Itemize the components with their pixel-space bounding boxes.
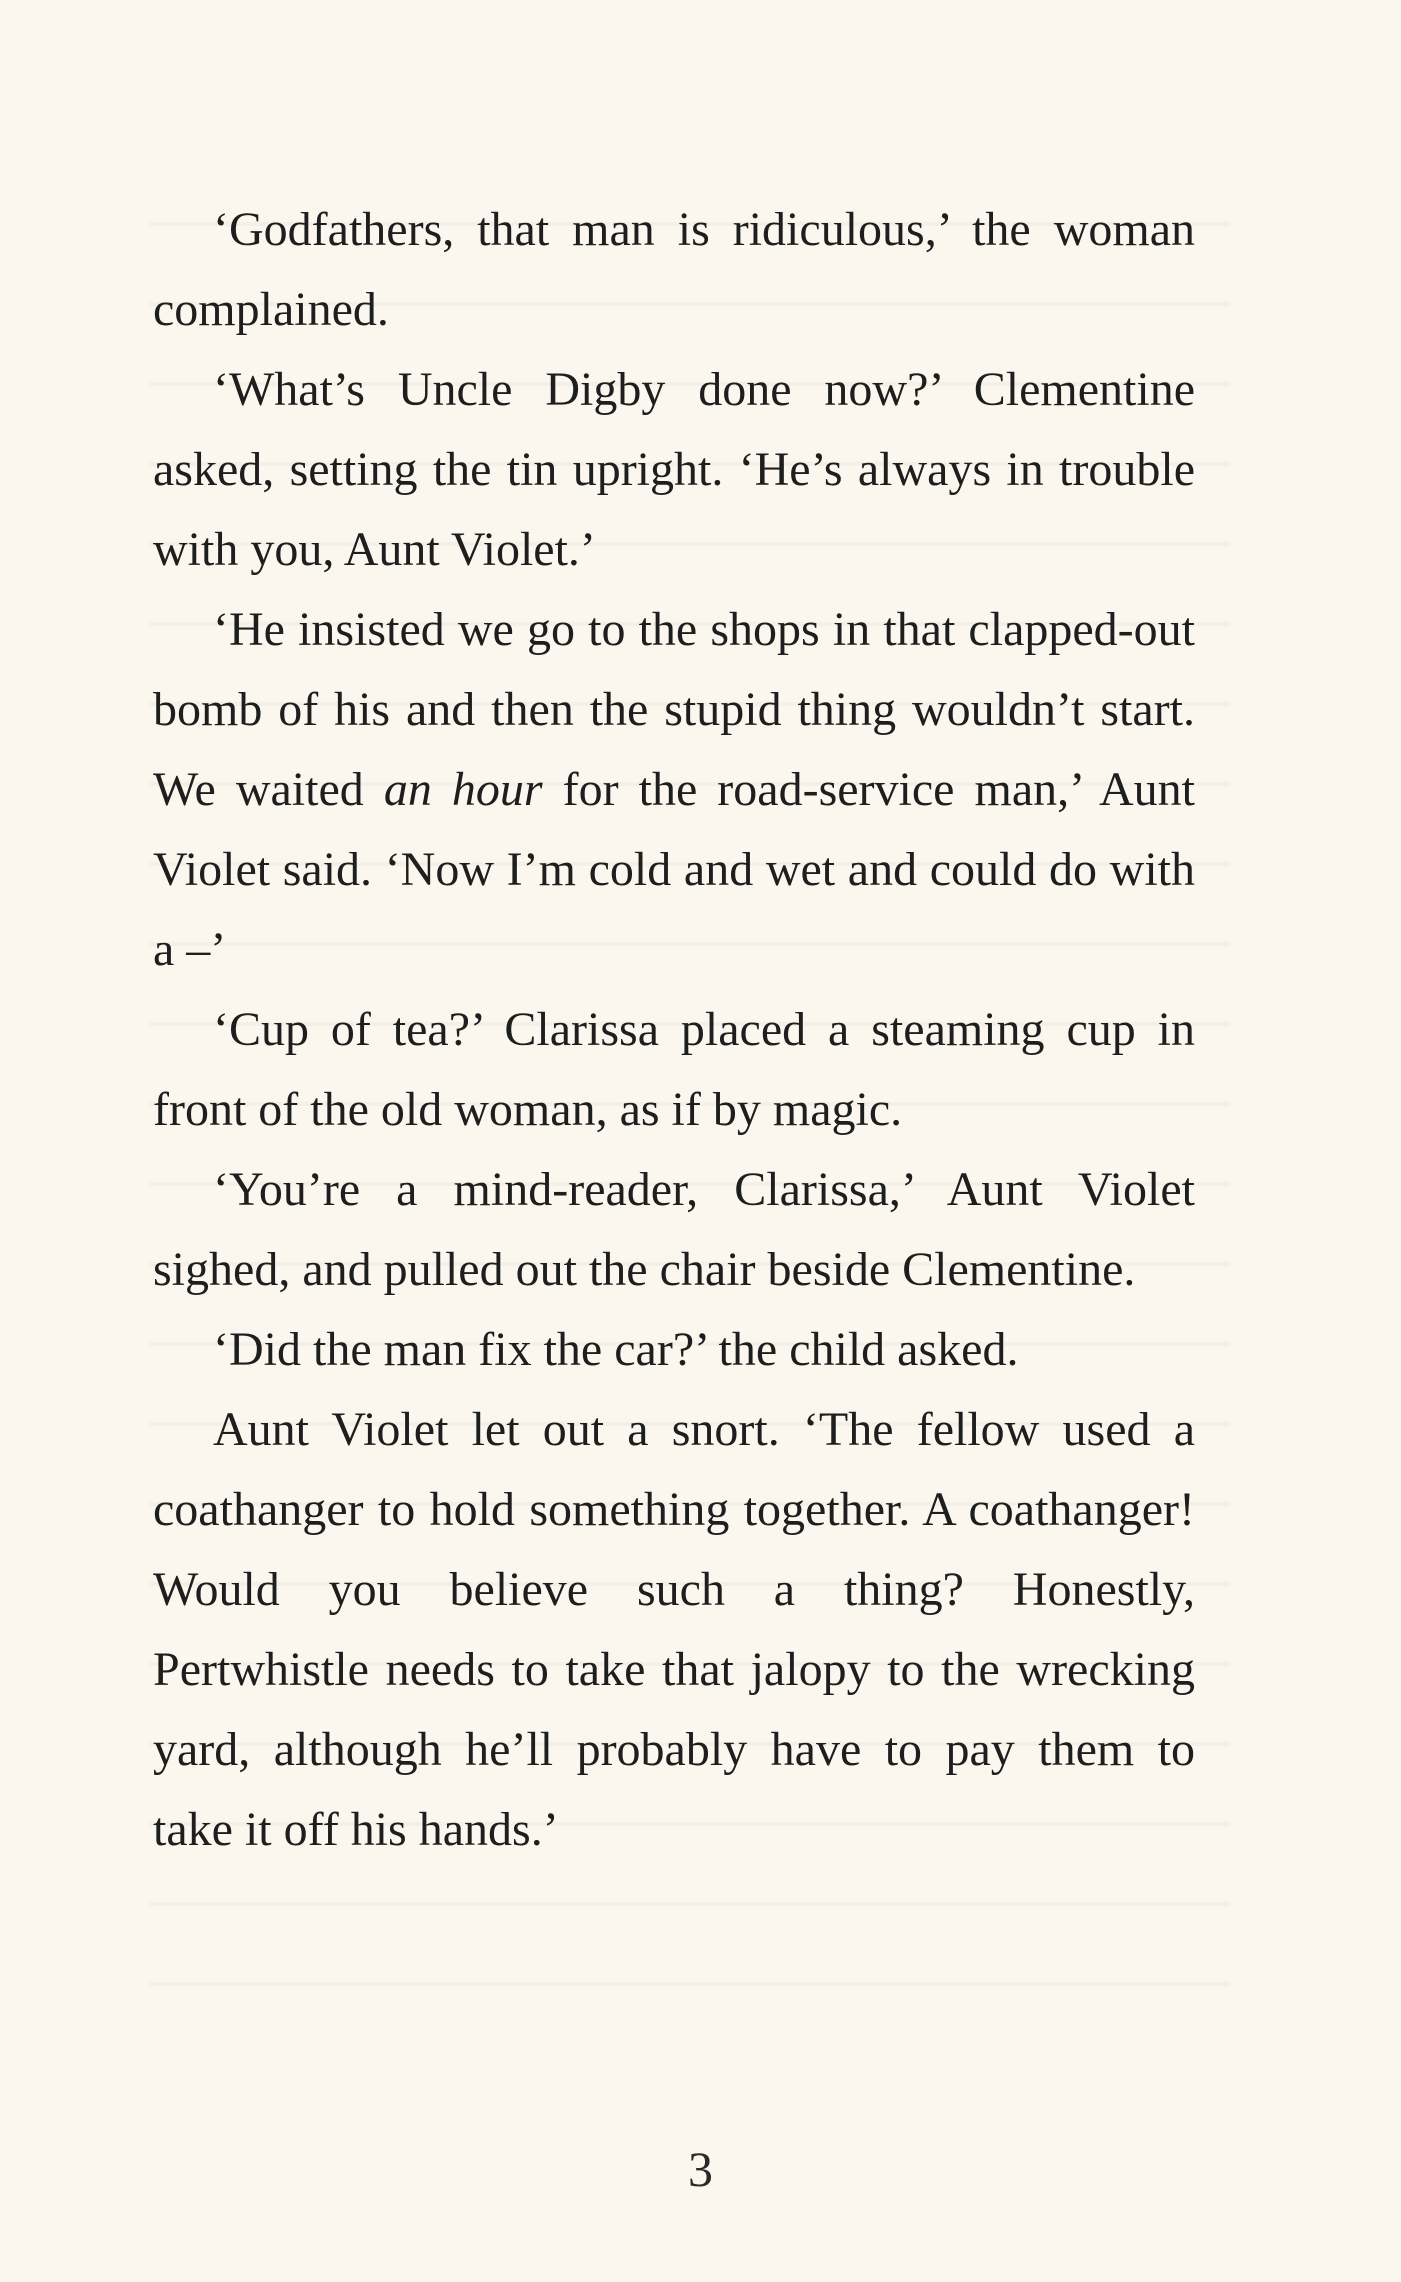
- paragraph-1-text: ‘Godfathers, that man is ridiculous,’ the woman complained.: [153, 203, 1195, 336]
- paragraph-7: [153, 1390, 1195, 1870]
- paragraph-3-text-start: ‘He insisted we go to the shops in that clapped-out bomb of his and then the stupid thing wouldn’t start. We waited: [153, 603, 1195, 816]
- paragraph-6: [153, 1310, 1195, 1390]
- paragraph-3: [153, 590, 1195, 990]
- paragraph-3-text-end: for the road-service man,’ Aunt Violet said. ‘Now I’m cold and wet and could do with a –’: [153, 763, 1195, 976]
- paragraph-5: [153, 1150, 1195, 1310]
- paragraph-3-emphasis: an hour: [383, 763, 543, 816]
- paragraph-1: [153, 190, 1195, 350]
- paragraph-2-text: ‘What’s Uncle Digby done now?’ Clementine asked, setting the tin upright. ‘He’s always in trouble with you, Aunt Violet.’: [153, 363, 1195, 576]
- paragraph-4: [153, 990, 1195, 1150]
- paragraph-4-text: ‘Cup of tea?’ Clarissa placed a steaming cup in front of the old woman, as if by magic.: [153, 1003, 1195, 1136]
- paragraph-2: [153, 350, 1195, 590]
- body-text: [153, 190, 1195, 1870]
- paragraph-5-text: ‘You’re a mind-reader, Clarissa,’ Aunt Violet sighed, and pulled out the chair beside Clementine.: [153, 1163, 1195, 1296]
- page-number: 3: [688, 2141, 713, 2197]
- paragraph-6-text: ‘Did the man fix the car?’ the child asked.: [213, 1323, 1019, 1376]
- paragraph-7-text: Aunt Violet let out a snort. ‘The fellow used a coathanger to hold something together. A coathanger! Would you believe such a thing? Honestly, Pertwhistle needs to take that jalopy to the wrecking yard, although he’ll probably have to pay them to take it off his hands.’: [153, 1403, 1195, 1856]
